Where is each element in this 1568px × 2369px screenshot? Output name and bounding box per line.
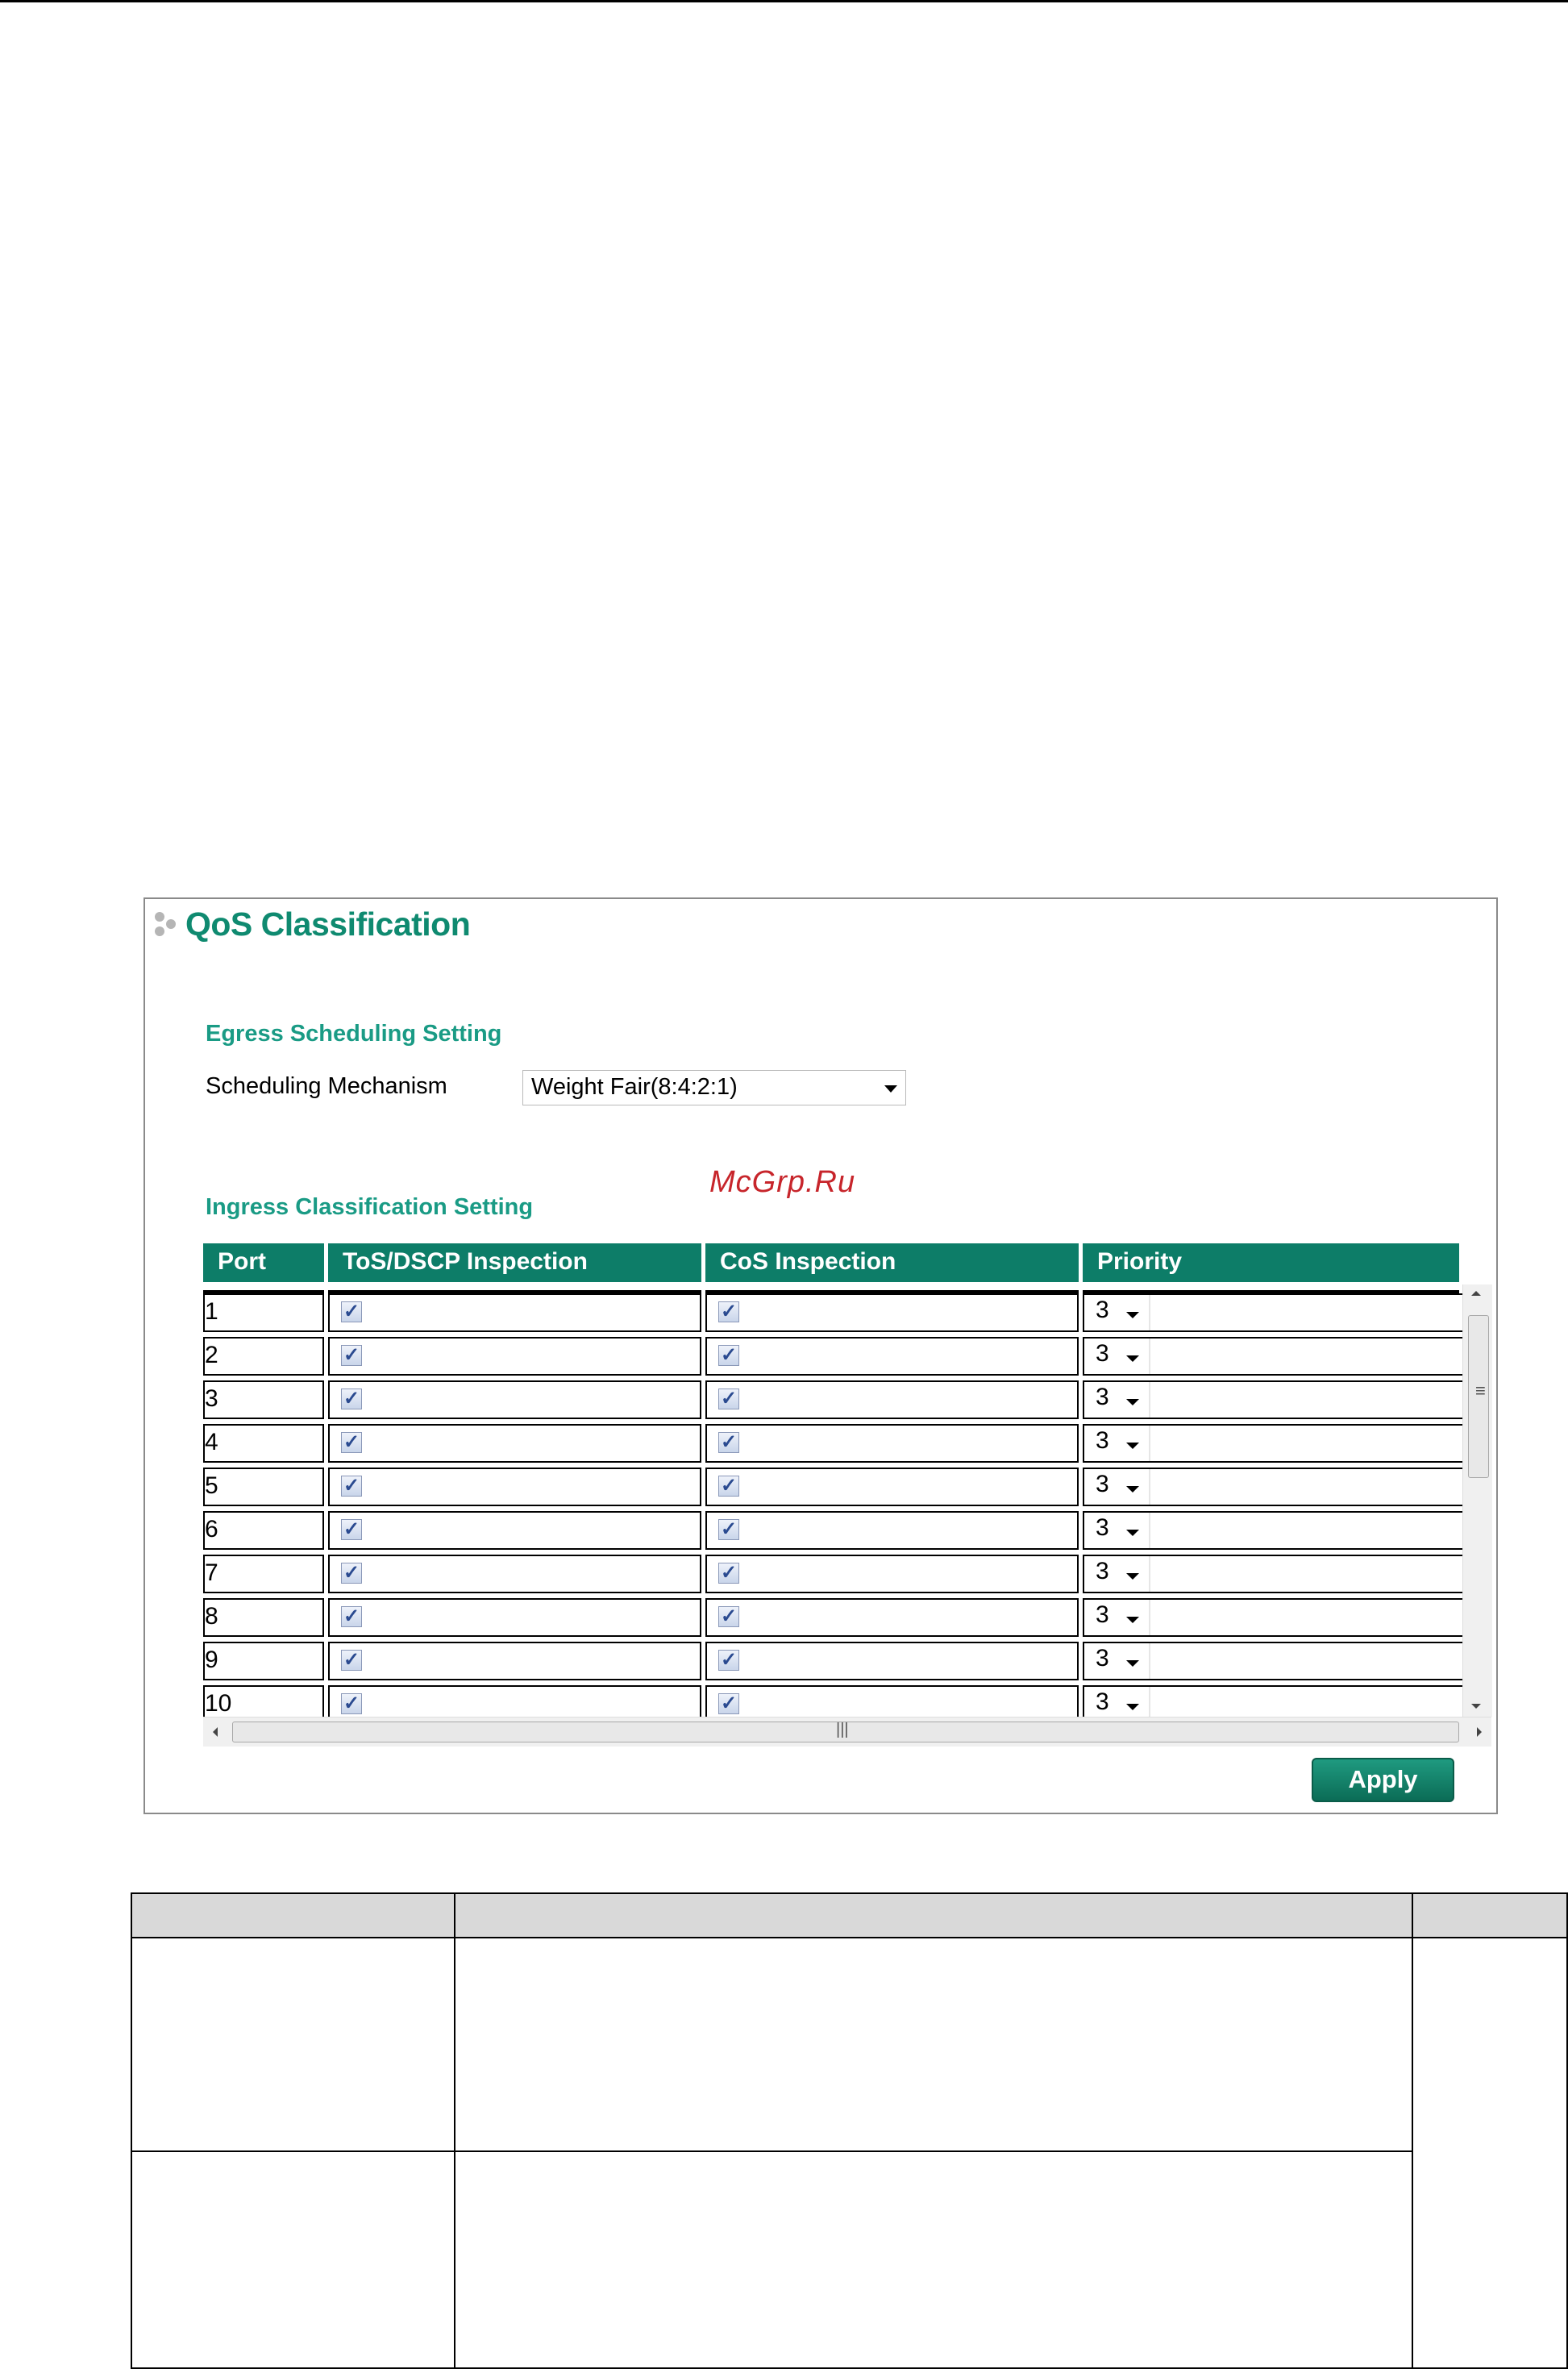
tos-cell (328, 1293, 701, 1332)
port-cell: 8 (203, 1598, 324, 1637)
tos-cell (328, 1511, 701, 1550)
priority-select[interactable] (1096, 1688, 1109, 1716)
cos-cell (705, 1380, 1079, 1419)
port-cell: 5 (203, 1468, 324, 1506)
tos-dscp-checkbox[interactable]: ✓ (341, 1476, 362, 1497)
cos-cell (705, 1468, 1079, 1506)
priority-cell (1083, 1337, 1469, 1376)
tos-dscp-checkbox[interactable]: ✓ (341, 1606, 362, 1627)
bullet-dots-icon (153, 904, 185, 944)
cos-cell (705, 1293, 1079, 1332)
select-edge (1149, 1643, 1150, 1679)
priority-select[interactable] (1096, 1645, 1109, 1672)
grip-icon: ≡ (1475, 1380, 1486, 1401)
priority-cell (1083, 1380, 1469, 1419)
table-row (203, 1637, 1469, 1680)
desc-cell (454, 1937, 1413, 2152)
tos-cell (328, 1380, 701, 1419)
select-edge (1149, 1687, 1150, 1717)
cos-cell (705, 1424, 1079, 1463)
table-row (203, 1550, 1469, 1593)
priority-value: 3 (1096, 1340, 1109, 1367)
chevron-down-icon (1126, 1660, 1139, 1667)
cos-checkbox[interactable]: ✓ (718, 1432, 739, 1453)
scheduling-mechanism-select[interactable] (522, 1070, 906, 1105)
priority-value: 3 (1096, 1427, 1109, 1454)
select-edge (1149, 1339, 1150, 1374)
chevron-down-icon (1126, 1617, 1139, 1623)
page-title: QoS Classification (185, 905, 471, 943)
desc-header-cell (1412, 1892, 1568, 1938)
table-row (203, 1593, 1469, 1637)
select-edge (1149, 1426, 1150, 1461)
panel-title-group (153, 904, 470, 944)
cos-checkbox[interactable]: ✓ (718, 1606, 739, 1627)
tos-dscp-checkbox[interactable]: ✓ (341, 1650, 362, 1671)
port-cell: 10 (203, 1685, 324, 1717)
table-row (203, 1463, 1469, 1506)
priority-cell (1083, 1598, 1469, 1637)
cos-checkbox[interactable]: ✓ (718, 1693, 739, 1714)
cos-cell (705, 1337, 1079, 1376)
column-header-tos-dscp: ToS/DSCP Inspection (328, 1243, 701, 1282)
cos-checkbox[interactable]: ✓ (718, 1345, 739, 1366)
port-cell: 4 (203, 1424, 324, 1463)
watermark-text: McGrp.Ru (709, 1165, 856, 1199)
grip-icon: ||| (836, 1721, 849, 1738)
cos-checkbox[interactable]: ✓ (718, 1389, 739, 1409)
priority-cell (1083, 1685, 1469, 1717)
tos-cell (328, 1685, 701, 1717)
table-row (203, 1376, 1469, 1419)
desc-cell (131, 2150, 455, 2369)
tos-dscp-checkbox[interactable]: ✓ (341, 1301, 362, 1322)
desc-cell (1412, 1937, 1568, 2369)
chevron-down-icon (1126, 1443, 1139, 1449)
select-edge (1149, 1382, 1150, 1418)
column-header-cos: CoS Inspection (705, 1243, 1079, 1282)
qos-classification-panel (143, 897, 1498, 1814)
desc-cell (454, 2150, 1413, 2369)
table-row (203, 1680, 1469, 1717)
tos-cell (328, 1337, 701, 1376)
priority-select[interactable] (1096, 1601, 1109, 1629)
chevron-down-icon (884, 1085, 897, 1093)
cos-checkbox[interactable]: ✓ (718, 1563, 739, 1584)
scheduling-mechanism-value: Weight Fair(8:4:2:1) (531, 1074, 738, 1100)
priority-select[interactable] (1096, 1384, 1109, 1411)
priority-cell (1083, 1555, 1469, 1593)
priority-cell (1083, 1642, 1469, 1680)
select-edge (1149, 1513, 1150, 1548)
priority-cell (1083, 1468, 1469, 1506)
cos-checkbox[interactable]: ✓ (718, 1650, 739, 1671)
column-header-port: Port (203, 1243, 324, 1282)
table-row (203, 1506, 1469, 1550)
priority-value: 3 (1096, 1688, 1109, 1715)
priority-value: 3 (1096, 1514, 1109, 1541)
chevron-down-icon (1126, 1355, 1139, 1362)
ingress-section-heading: Ingress Classification Setting (206, 1194, 534, 1220)
tos-cell (328, 1642, 701, 1680)
cos-cell (705, 1685, 1079, 1717)
desc-cell (131, 1937, 455, 2152)
table-row (203, 1289, 1469, 1332)
vertical-scrollbar[interactable] (1462, 1284, 1492, 1717)
cos-checkbox[interactable]: ✓ (718, 1301, 739, 1322)
priority-value: 3 (1096, 1471, 1109, 1497)
cos-cell (705, 1511, 1079, 1550)
select-edge (1149, 1295, 1150, 1330)
priority-select[interactable] (1096, 1558, 1109, 1585)
tos-cell (328, 1424, 701, 1463)
cos-checkbox[interactable]: ✓ (718, 1476, 739, 1497)
desc-header-cell (131, 1892, 455, 1938)
port-cell: 9 (203, 1642, 324, 1680)
port-cell: 3 (203, 1380, 324, 1419)
port-cell: 7 (203, 1555, 324, 1593)
cos-checkbox[interactable]: ✓ (718, 1519, 739, 1540)
scheduling-mechanism-label: Scheduling Mechanism (206, 1073, 447, 1099)
port-cell: 2 (203, 1337, 324, 1376)
priority-cell (1083, 1511, 1469, 1550)
tos-dscp-checkbox[interactable]: ✓ (341, 1345, 362, 1366)
priority-value: 3 (1096, 1601, 1109, 1628)
tos-cell (328, 1555, 701, 1593)
desc-header-cell (454, 1892, 1413, 1938)
column-header-priority: Priority (1083, 1243, 1459, 1282)
port-cell: 1 (203, 1293, 324, 1332)
tos-dscp-checkbox[interactable]: ✓ (341, 1563, 362, 1584)
horizontal-scrollbar[interactable] (203, 1717, 1491, 1747)
priority-value: 3 (1096, 1297, 1109, 1323)
scroll-right-icon[interactable] (1477, 1727, 1482, 1737)
tos-dscp-checkbox[interactable]: ✓ (341, 1432, 362, 1453)
ingress-classification-table (203, 1243, 1493, 1745)
priority-select[interactable] (1096, 1427, 1109, 1455)
priority-value: 3 (1096, 1384, 1109, 1410)
chevron-down-icon (1126, 1399, 1139, 1405)
scroll-down-icon[interactable] (1471, 1704, 1481, 1709)
priority-select[interactable] (1096, 1340, 1109, 1368)
table-row (203, 1419, 1469, 1463)
vertical-scroll-thumb[interactable] (1468, 1315, 1489, 1478)
description-table (131, 1892, 1568, 2369)
cos-cell (705, 1598, 1079, 1637)
priority-value: 3 (1096, 1558, 1109, 1584)
horizontal-scroll-thumb[interactable] (232, 1722, 1459, 1742)
scroll-left-icon[interactable] (213, 1727, 218, 1737)
chevron-down-icon (1126, 1530, 1139, 1536)
priority-select[interactable] (1096, 1297, 1109, 1324)
priority-select[interactable] (1096, 1514, 1109, 1542)
chevron-down-icon (1126, 1312, 1139, 1318)
scroll-up-icon[interactable] (1471, 1291, 1481, 1296)
port-cell: 6 (203, 1511, 324, 1550)
priority-cell (1083, 1424, 1469, 1463)
table-row (203, 1332, 1469, 1376)
table-body (203, 1243, 1469, 1717)
tos-cell (328, 1468, 701, 1506)
tos-dscp-checkbox[interactable]: ✓ (341, 1389, 362, 1409)
select-edge (1149, 1556, 1150, 1592)
priority-cell (1083, 1293, 1469, 1332)
tos-dscp-checkbox[interactable]: ✓ (341, 1519, 362, 1540)
chevron-down-icon (1126, 1704, 1139, 1710)
select-edge (1149, 1600, 1150, 1635)
chevron-down-icon (1126, 1486, 1139, 1493)
tos-dscp-checkbox[interactable]: ✓ (341, 1693, 362, 1714)
page-top-rule (0, 0, 1568, 2)
chevron-down-icon (1126, 1573, 1139, 1580)
select-edge (1149, 1469, 1150, 1505)
cos-cell (705, 1555, 1079, 1593)
egress-section-heading: Egress Scheduling Setting (206, 1021, 502, 1047)
apply-button[interactable]: Apply (1312, 1758, 1454, 1802)
tos-cell (328, 1598, 701, 1637)
cos-cell (705, 1642, 1079, 1680)
priority-select[interactable] (1096, 1471, 1109, 1498)
priority-value: 3 (1096, 1645, 1109, 1672)
